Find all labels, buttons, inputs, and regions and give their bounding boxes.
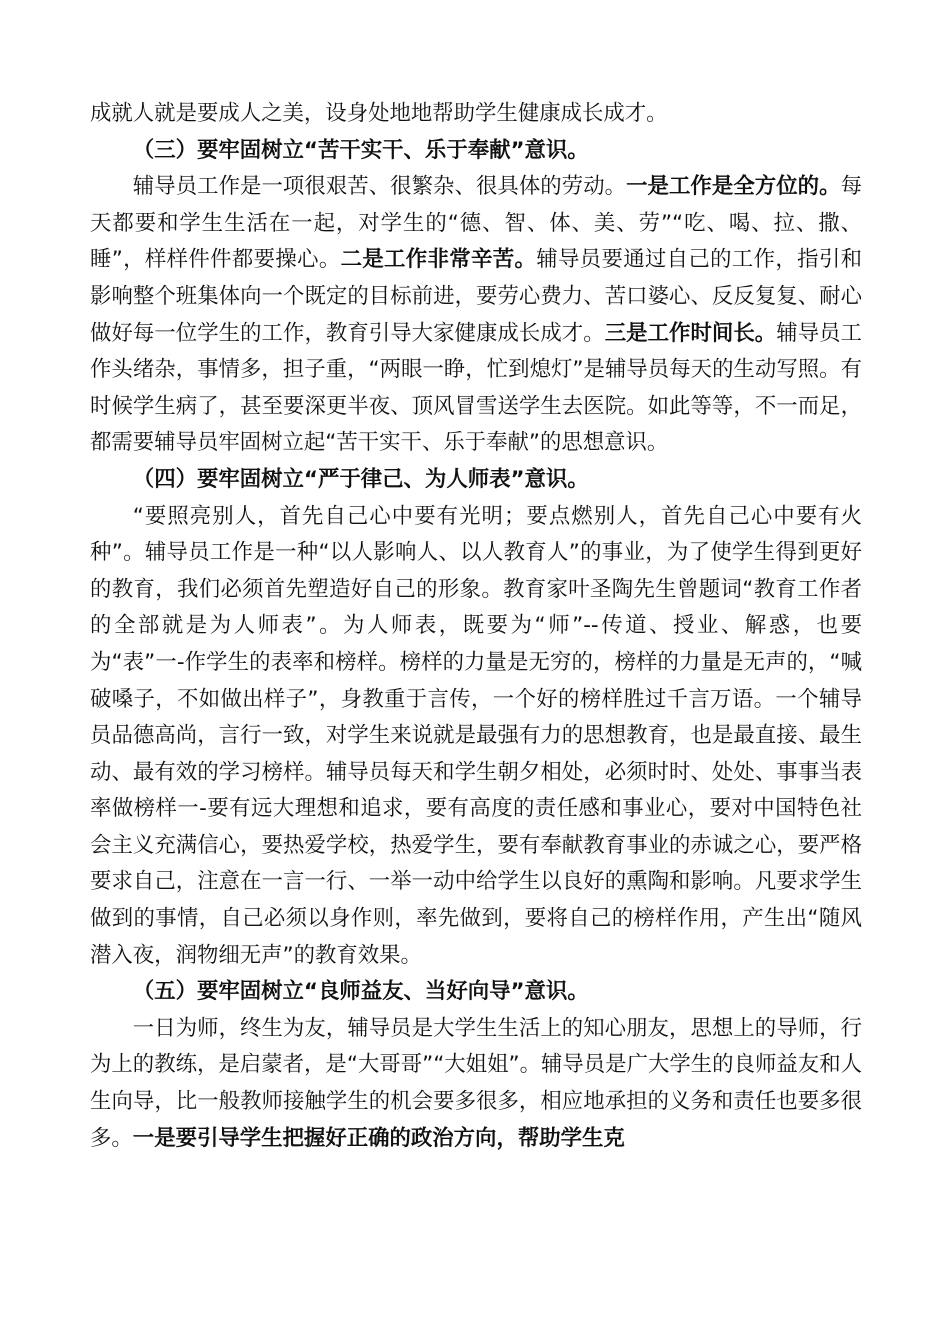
text-run: 辅导员工作是一项很艰苦、很繁杂、很具体的劳动。 [132, 174, 627, 200]
bold-point-2: 二是工作非常辛苦。 [340, 247, 537, 273]
document-page [90, 96, 862, 1157]
section-heading-3: （三）要牢固树立“苦干实干、乐于奉献”意识。 [132, 137, 589, 163]
paragraph-continued: 成就人就是要成人之美，设身处地地帮助学生健康成长成才。 [90, 101, 668, 126]
paragraph-mentor [90, 1011, 862, 1157]
text-run: 一日为师，终生为友，辅导员是大学生生活上的知心朋友，思想上的导师，行为上的教练，是启蒙者，是“大哥哥”“大姐姐”。辅导员是广大学生的良师益友和人生向导，比一般教师接触学生的机会要多很多，相应地承担的义务和责任也要多很多。 [90, 1015, 862, 1151]
bold-point-1: 一是要引导学生把握好正确的政治方向，帮助学生克 [132, 1125, 625, 1151]
bold-point-3: 三是工作时间长。 [604, 320, 777, 346]
bold-point-1: 一是工作是全方位的。 [626, 174, 841, 200]
section-heading-4: （四）要牢固树立“严于律己、为人师表”意识。 [132, 466, 589, 492]
text-run: 每天都要和学生生活在一起，对学生的“德、智、体、美、劳”“吃、喝、拉、撒、睡”，样样件件都要操心。 [90, 174, 862, 273]
text-run: 辅导员要通过自己的工作，指引和影响整个班集体向一个既定的目标前进，要劳心费力、苦口婆心、反反复复、耐心做好每一位学生的工作，教育引导大家健康成长成才。 [90, 247, 862, 346]
paragraph-hard-work [90, 169, 862, 462]
text-run: 辅导员工作头绪杂，事情多，担子重，“两眼一睁，忙到熄灯”是辅导员每天的生动写照。有时候学生病了，甚至要深更半夜、顶风冒雪送学生去医院。如此等等，不一而足，都需要辅导员牢固树立起“苦干实干、乐于奉献”的思想意识。 [90, 320, 862, 456]
section-heading-5: （五）要牢固树立“良师益友、当好向导”意识。 [132, 979, 589, 1005]
paragraph-role-model: “要照亮别人，首先自己心中要有光明；要点燃别人，首先自己心中要有火种”。辅导员工作是一种“以人影响人、以人教育人”的事业，为了使学生得到更好的教育，我们必须首先塑造好自己的形象。教育家叶圣陶先生曾题词“教育工作者的全部就是为人师表”。为人师表，既要为“师”--传道、授业、解惑，也要为“表”一-作学生的表率和榜样。榜样的力量是无穷的，榜样的力量是无声的，“喊破嗓子，不如做出样子”，身教重于言传，一个好的榜样胜过千言万语。一个辅导员品德高尚，言行一致，对学生来说就是最强有力的思想教育，也是最直接、最生动、最有效的学习榜样。辅导员每天和学生朝夕相处，必须时时、处处、事事当表率做榜样一-要有远大理想和追求，要有高度的责任感和事业心，要对中国特色社会主义充满信心，要热爱学校，热爱学生，要有奉献教育事业的赤诚之心，要严格要求自己，注意在一言一行、一举一动中给学生以良好的熏陶和影响。凡要求学生做到的事情，自己必须以身作则，率先做到，要将自己的榜样作用，产生出“随风潜入夜，润物细无声”的教育效果。 [90, 503, 862, 968]
